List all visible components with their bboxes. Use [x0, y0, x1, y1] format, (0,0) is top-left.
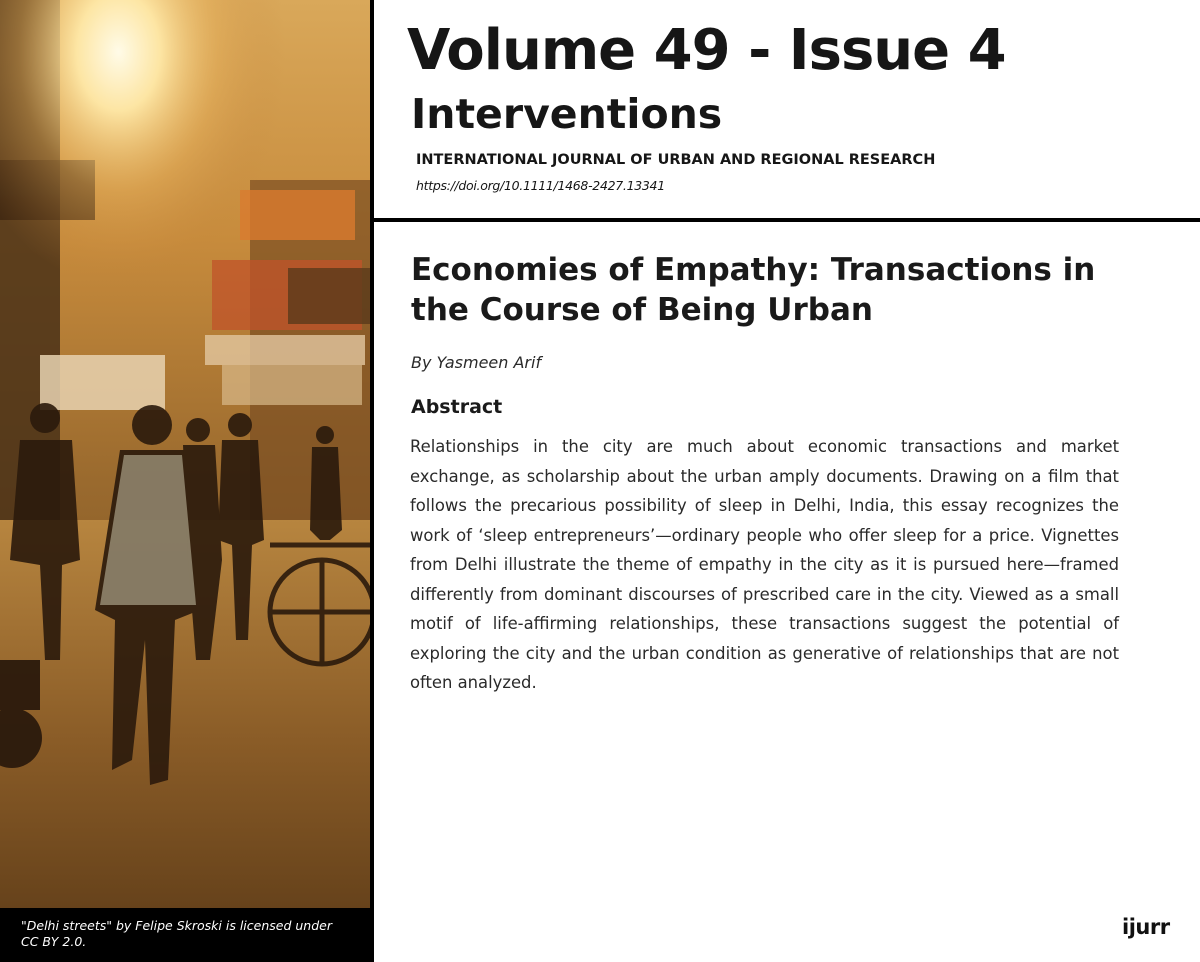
- journal-name: INTERNATIONAL JOURNAL OF URBAN AND REGIONAL RESEARCH: [416, 152, 936, 168]
- photo-credit-caption: "Delhi streets" by Felipe Skroski is licensed under CC BY 2.0.: [21, 918, 332, 949]
- abstract-text: Relationships in the city are much about economic transactions and market exchange, as scholarship about the urban amply documents. Drawing on a film that follows the precarious possibility of sleep in Delhi, India, this essay recognizes the work of ‘sleep entrepreneurs’—ordinary people who offer sleep for a price. Vignettes from Delhi illustrate the theme of empathy in the city as it is pursued here—framed differently from dominant discourses of prescribed care in the city. Viewed as a small motif of life-affirming relationships, these transactions suggest the potential of exploring the city and the urban condition as generative of relationships that are not often analyzed.: [410, 437, 1119, 692]
- cover-photo-delhi-street: [0, 0, 370, 962]
- ijurr-logo: ijurr: [1122, 915, 1170, 939]
- section-heading: Interventions: [411, 90, 723, 138]
- article-author: By Yasmeen Arif: [411, 353, 542, 372]
- volume-issue-heading: Volume 49 - Issue 4: [407, 18, 1006, 83]
- abstract-heading: Abstract: [411, 396, 503, 418]
- article-title: Economies of Empathy: Transactions in the Course of Being Urban: [411, 252, 1096, 328]
- horizontal-divider: [374, 218, 1200, 222]
- vertical-divider: [370, 0, 374, 962]
- doi-link[interactable]: https://doi.org/10.1111/1468-2427.13341: [416, 178, 665, 193]
- street-scene-illustration: [0, 0, 370, 962]
